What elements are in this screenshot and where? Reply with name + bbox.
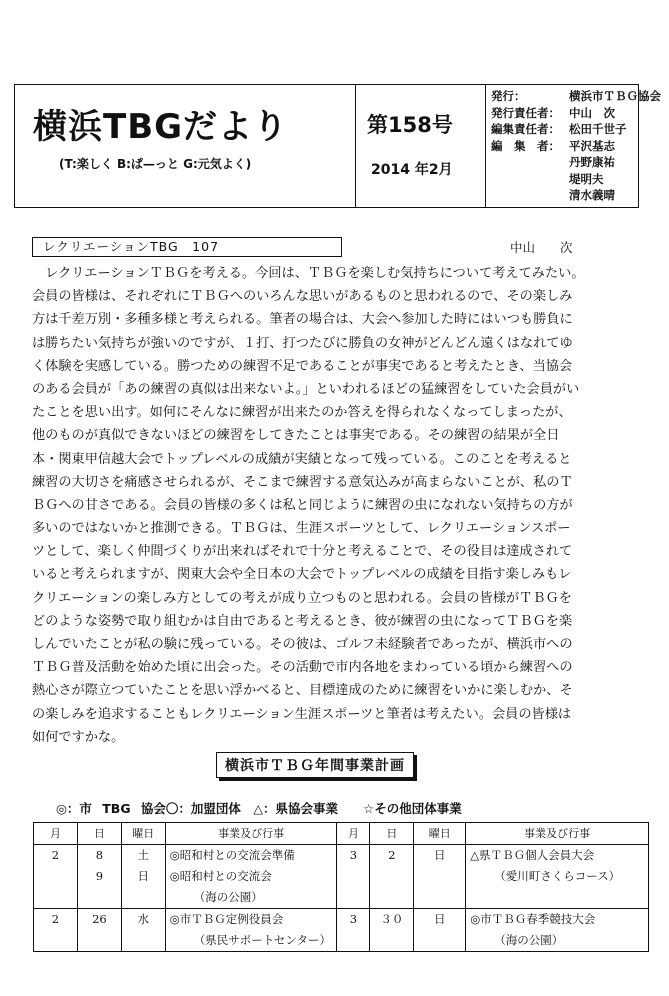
column-header: 曜日 [121, 823, 165, 845]
weekday-cell [121, 845, 165, 909]
day-cell [77, 845, 121, 909]
body-line: ＴＢＧ普及活動を始めた頃に出会った。その活動で市内各地をまわっている頃から練習への [32, 660, 573, 676]
newsletter-subtitle: (T:楽しく B:ぱ—っと G:元気よく) [59, 157, 252, 171]
event-text: ◎市ＴＢＧ春季競技大会 [470, 912, 596, 926]
body-line: く体験を実感している。勝つための練習不足であることが事実であると考えたとき、当協会 [32, 358, 573, 374]
staff-label: 編 集 者： [491, 138, 560, 153]
staff-label: 発行責任者： [491, 105, 560, 120]
staff-name: 平沢基志 [569, 138, 615, 153]
column-header: 月 [337, 823, 370, 845]
body-line: いると考えられますが、関東大会や全日本の大会でトップレベルの成績を目指す楽しみもレ [32, 567, 572, 583]
staff-row [491, 121, 661, 138]
weekday-value: 日 [137, 869, 150, 883]
masthead-divider [355, 85, 356, 207]
day-cell [370, 909, 414, 952]
event-text: ◎昭和村との交流会準備 [169, 848, 295, 862]
staff-name: 丹野康祐 [569, 155, 615, 169]
event-venue: （愛川町さくらコース） [494, 869, 621, 883]
event-venue: （海の公園） [494, 933, 564, 947]
newsletter-title: 横浜TBGだより [33, 107, 289, 147]
staff-name: 中山 次 [569, 105, 615, 120]
event-text: △県ＴＢＧ個人会員大会 [470, 848, 595, 862]
day-cell [370, 845, 414, 909]
plan-heading: 横浜市ＴＢＧ年間事業計画 [216, 752, 414, 778]
column-header: 曜日 [414, 823, 466, 845]
weekday-cell [414, 845, 466, 909]
body-line: の楽しみを追求することもレクリエーション生涯スポーツと筆者は考えたい。会員の皆様は [32, 706, 572, 722]
event-cell [466, 909, 649, 952]
body-line: のある会員が「あの練習の真似は出来ないよ。」といわれるほどの猛練習をしていた会員がい [32, 381, 580, 397]
staff-list [491, 88, 661, 204]
body-line: クリエーションの楽しみ方としての考えが成り立つものと思われる。会員の皆様がＴＢＧを [32, 590, 572, 606]
event-cell [165, 909, 337, 952]
body-line: 本・関東甲信越大会でトップレベルの成績が実績となって残っている。このことを考えると [32, 451, 572, 467]
staff-row [491, 88, 661, 105]
weekday-value: 日 [434, 848, 446, 862]
day-value: 8 [95, 848, 104, 862]
event-venue: （海の公園） [193, 890, 263, 904]
body-line: どのような姿勢で取り組むかは自由であると考えるとき、彼が練習の虫になってＴＢＧを楽 [32, 613, 573, 629]
body-line: ツとして、楽しく仲間づくりが出来ればそれで十分と考えることで、その役目は達成されて [32, 544, 573, 560]
body-line: 他のものが真似できないほどの練習をしてきたことは事実である。その練習の結果が全日 [32, 428, 560, 444]
masthead [14, 84, 661, 208]
weekday-cell [121, 909, 165, 952]
table-row [34, 909, 649, 952]
day-cell [77, 909, 121, 952]
staff-name: 横浜市ＴＢＧ協会 [569, 89, 661, 103]
month-cell: 3 [337, 845, 370, 909]
staff-row [491, 105, 661, 122]
plan-legend: ◎：市 TBG 協会〇：加盟団体 △：県協会事業 ☆その他団体事業 [56, 801, 462, 816]
event-cell [165, 845, 337, 909]
month-cell: 2 [34, 909, 78, 952]
event-text: ◎市ＴＢＧ定例役員会 [169, 912, 284, 926]
column-header: 月 [34, 823, 78, 845]
column-header: 事業及び行事 [466, 823, 649, 845]
column-author: 中山 次 [510, 240, 573, 255]
table-header-row [34, 823, 649, 845]
body-line: は勝ちたい気持ちが強いのですが、１打、打つたびに勝負の女神がどんどん遠くはなれてゆ [32, 335, 573, 351]
body-line: 多いのではないかと推測できる。ＴＢＧは、生涯スポーツとして、レクリエーションスポー [32, 521, 571, 537]
staff-row [491, 138, 661, 155]
day-value: 9 [95, 869, 104, 883]
weekday-value: 水 [137, 912, 150, 926]
body-line: ＢＧへの甘さである。会員の皆様の多くは私と同じように練習の虫になれない気持ちの方が [32, 497, 573, 513]
staff-label: 発行： [491, 89, 526, 103]
table-row [34, 845, 649, 909]
day-value: ３０ [380, 912, 404, 926]
body-line: しんでいたことが私の験に残っている。その彼は、ゴルフ未経験者であったが、横浜市への [32, 637, 573, 652]
day-value: 26 [92, 912, 107, 926]
issue-number: 第158号 [367, 113, 453, 137]
day-value: 2 [388, 848, 396, 862]
column-header: 事業及び行事 [165, 823, 337, 845]
body-line: 如何ですかな。 [32, 729, 125, 745]
body-line: 熱心さが際立つていたことを思い浮かべると、目標達成のために練習をいかに楽しむか、そ [32, 683, 573, 699]
body-line: レクリエーションＴＢＧを考える。今回は、ＴＢＧを楽しむ気持ちについて考えてみたい。 [32, 266, 585, 281]
weekday-value: 土 [137, 848, 150, 862]
body-line: たことを思い出す。如何にそんなに練習が出来たのか答えを得られなくなってしまったが、 [32, 405, 572, 421]
body-line: 会員の皆様は、それぞれにＴＢＧへのいろんな思いがあるものと思われるので、その楽しみ [32, 289, 573, 305]
staff-name: 堤明夫 [569, 171, 604, 186]
weekday-value: 日 [434, 912, 446, 926]
staff-label: 編集責任者： [491, 122, 560, 136]
body-line: 練習の大切さを痛感させられるが、そこまで練習する意気込みが高まらないことが、私のＴ [32, 474, 573, 490]
event-cell [466, 845, 649, 909]
month-cell: 3 [337, 909, 370, 952]
column-header: 日 [370, 823, 414, 845]
column-body [32, 262, 644, 749]
staff-name: 清水義晴 [569, 188, 615, 202]
schedule-table [33, 822, 649, 952]
body-line: 方は千差万別・多種多様と考えられる。筆者の場合は、大会へ参加した時にはいつも勝負に [32, 312, 573, 328]
staff-name: 松田千世子 [569, 122, 627, 136]
column-heading: レクリエーションTBG 107 [32, 237, 342, 257]
column-header: 日 [77, 823, 121, 845]
masthead-divider [485, 85, 486, 207]
weekday-cell [414, 909, 466, 952]
event-text: ◎昭和村との交流会 [169, 869, 272, 883]
month-cell: 2 [34, 845, 78, 909]
event-venue: （県民サポートセンター） [193, 933, 331, 947]
issue-date: 2014 年2月 [371, 162, 453, 178]
